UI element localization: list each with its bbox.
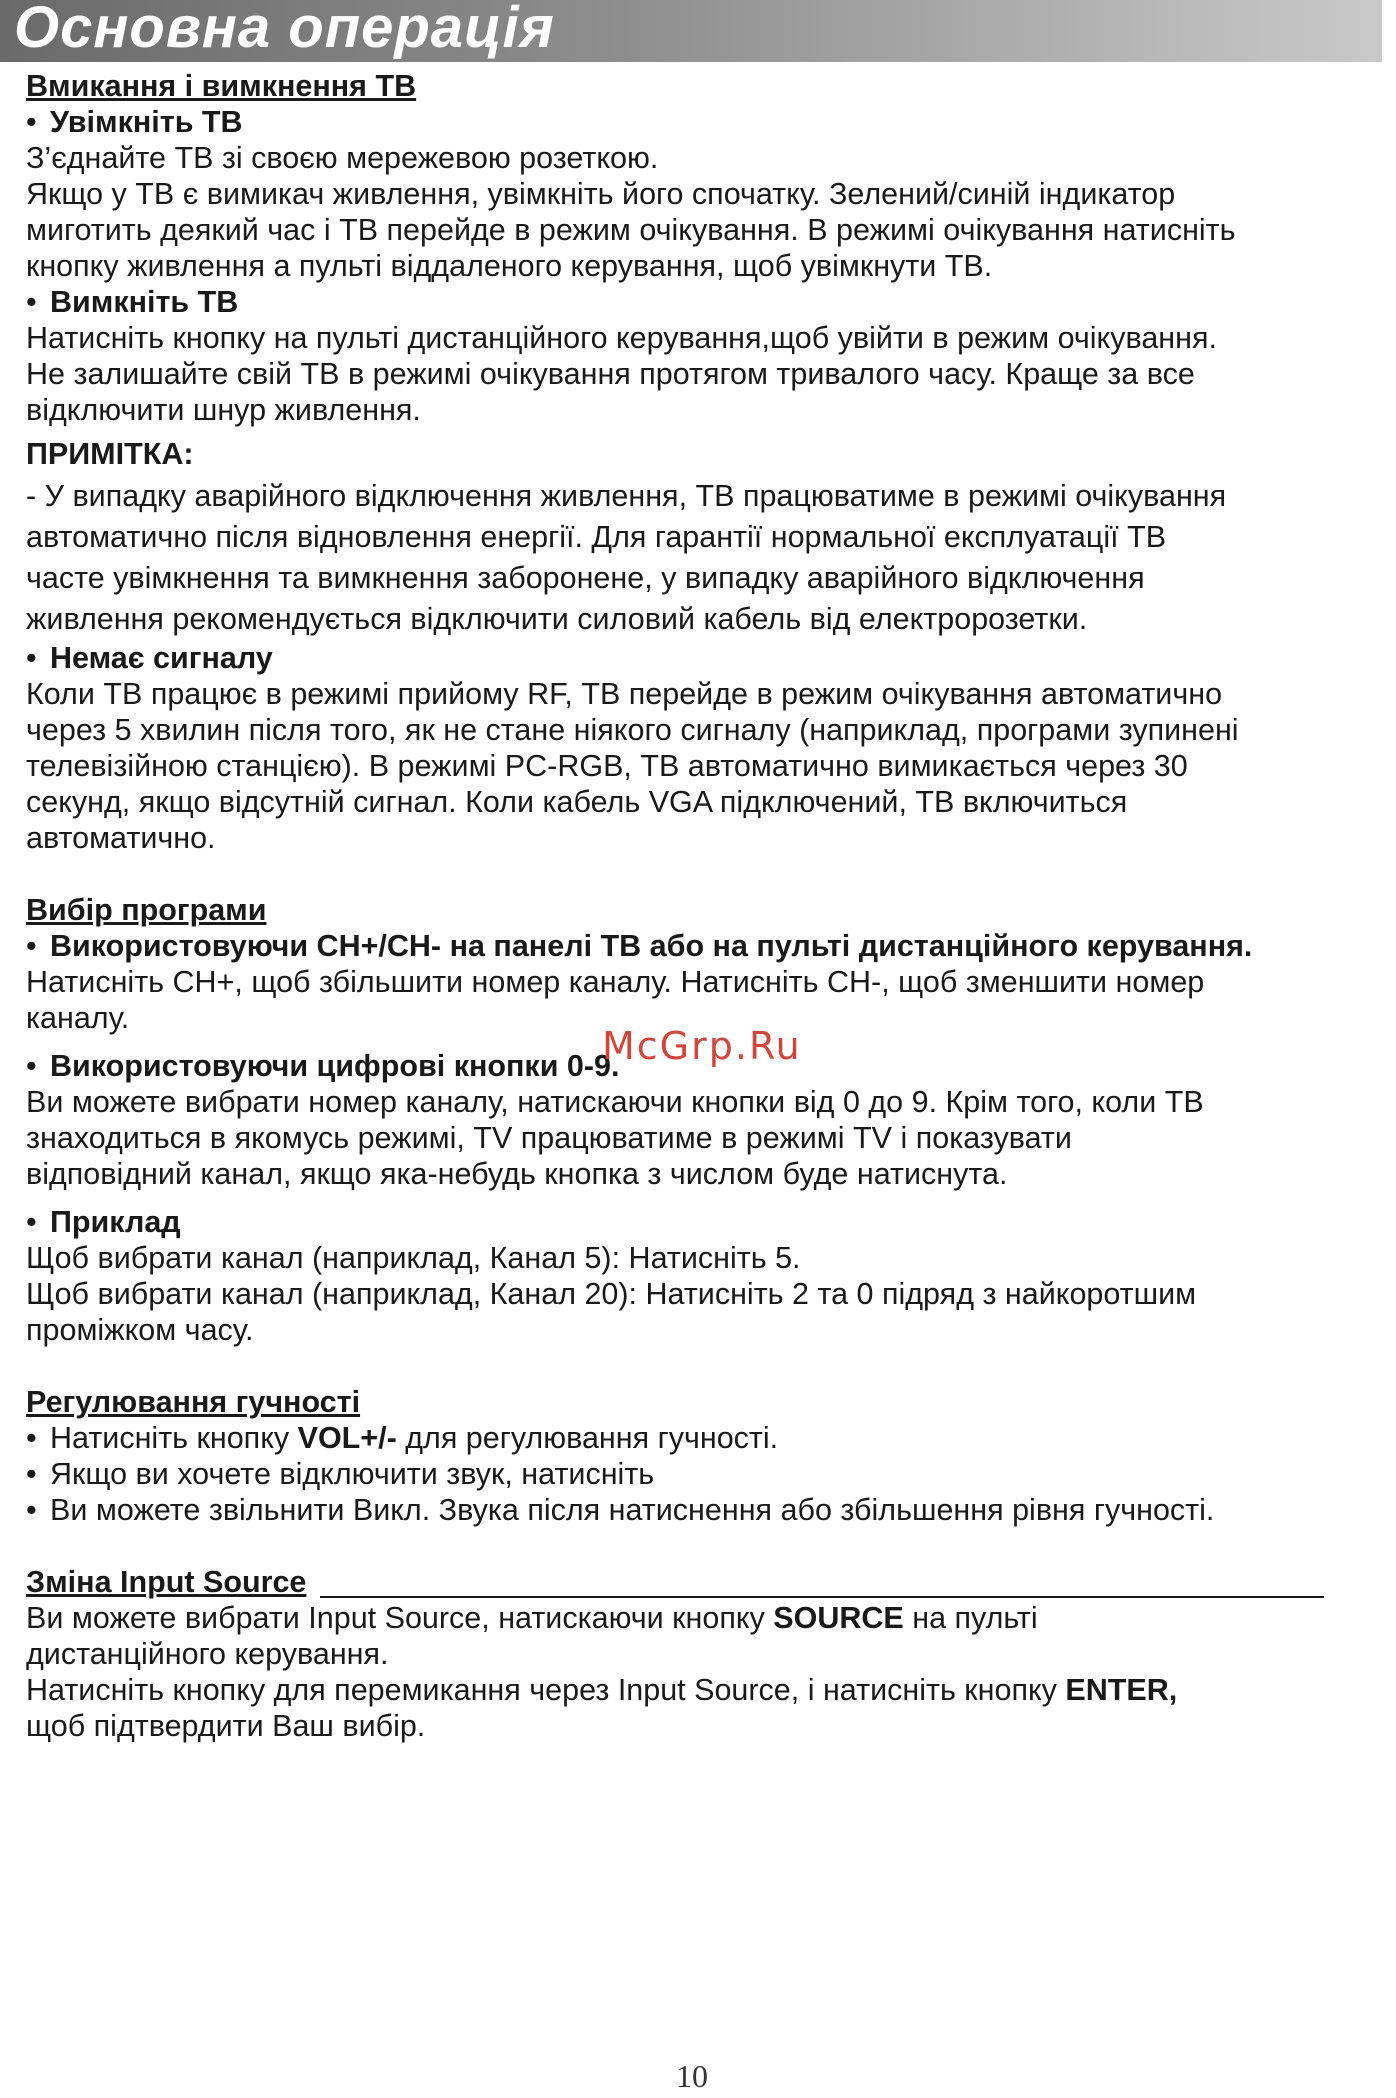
bullet-power-on: • Увімкніть ТВ (26, 105, 243, 139)
paragraph-line: Натисніть кнопку на пульті дистанційного керування,щоб увійти в режим очікування. (26, 321, 1217, 355)
title-band (0, 0, 1382, 62)
bullet-dot: • (26, 1049, 37, 1083)
heading-rule (320, 1596, 1324, 1598)
bullet-dot: • (26, 1421, 37, 1455)
section-heading-source: Зміна Input Source (26, 1565, 307, 1599)
volume-item: • Якщо ви хочете відключити звук, натисніть (26, 1457, 655, 1491)
bullet-dot: • (26, 105, 37, 139)
source-key-label: SOURCE (773, 1601, 904, 1635)
paragraph-line: секунд, якщо відсутній сигнал. Коли кабель VGA підключений, ТВ включиться (26, 785, 1128, 819)
note-title: ПРИМІТКА: (26, 437, 194, 471)
section-heading-power: Вмикання і вимкнення ТВ (26, 69, 417, 103)
paragraph-line: Ви можете вибрати Input Source, натискаючи кнопку SOURCE на пульті (26, 1601, 1038, 1635)
paragraph-line: каналу. (26, 1001, 130, 1035)
paragraph-line: миготить деякий час і ТВ перейде в режим очікування. В режимі очікування натисніть (26, 213, 1236, 247)
paragraph-line: дистанційного керування. (26, 1637, 389, 1671)
volume-item: • Ви можете звільнити Викл. Звука після натиснення або збільшення рівня гучності. (26, 1493, 1215, 1527)
enter-key-label: ENTER, (1065, 1673, 1178, 1707)
paragraph-line: відповідний канал, якщо яка-небудь кнопка з числом буде натиснута. (26, 1157, 1008, 1191)
paragraph-line: Щоб вибрати канал (наприклад, Канал 5): Натисніть 5. (26, 1241, 801, 1275)
page-number: 10 (676, 2058, 708, 2094)
bullet-no-signal: • Немає сигналу (26, 641, 273, 675)
paragraph-line: Коли ТВ працює в режимі прийому RF, ТВ перейде в режим очікування автоматично (26, 677, 1223, 711)
paragraph-line: відключити шнур живлення. (26, 393, 421, 427)
bullet-dot: • (26, 1457, 37, 1491)
bullet-dot: • (26, 1205, 37, 1239)
paragraph-line: З’єднайте ТВ зі своєю мережевою розеткою. (26, 141, 659, 175)
paragraph-line: Якщо у ТВ є вимикач живлення, увімкніть його спочатку. Зелений/синій індикатор (26, 177, 1176, 211)
paragraph-line: щоб підтвердити Ваш вибір. (26, 1709, 426, 1743)
note-line: часте увімкнення та вимкнення заборонене, у випадку аварійного відключення (26, 561, 1145, 595)
page-title: Основна операція (14, 0, 555, 60)
vol-key-label: VOL+/- (297, 1421, 397, 1455)
paragraph-line: знаходиться в якомусь режимі, TV працюватиме в режимі TV і показувати (26, 1121, 1072, 1155)
paragraph-line: проміжком часу. (26, 1313, 254, 1347)
volume-item: • Натисніть кнопку VOL+/- для регулювання гучності. (26, 1421, 779, 1455)
watermark: McGrp.Ru (602, 1024, 802, 1068)
bullet-dot: • (26, 1493, 37, 1527)
bullet-ch-buttons: • Використовуючи CH+/CH- на панелі ТВ або на пульті дистанційного керування. (26, 929, 1253, 963)
paragraph-line: Натисніть CH+, щоб збільшити номер каналу. Натисніть CH-, щоб зменшити номер (26, 965, 1205, 999)
bullet-dot: • (26, 641, 37, 675)
paragraph-line: через 5 хвилин після того, як не стане ніякого сигналу (наприклад, програми зупинені (26, 713, 1239, 747)
document-body (26, 68, 1366, 1744)
bullet-dot: • (26, 285, 37, 319)
paragraph-line: Щоб вибрати канал (наприклад, Канал 20): Натисніть 2 та 0 підряд з найкоротшим (26, 1277, 1197, 1311)
source-heading-row (26, 1564, 1366, 1600)
paragraph-line: Натисніть кнопку для перемикання через Input Source, і натисніть кнопку ENTER, (26, 1673, 1178, 1707)
note-line: - У випадку аварійного відключення живлення, ТВ працюватиме в режимі очікування (26, 479, 1227, 513)
bullet-example: • Приклад (26, 1205, 181, 1239)
bullet-dot: • (26, 929, 37, 963)
note-line: автоматично після відновлення енергії. Для гарантії нормальної експлуатації ТВ (26, 520, 1167, 554)
section-heading-volume: Регулювання гучності (26, 1385, 361, 1419)
paragraph-line: Ви можете вибрати номер каналу, натискаючи кнопки від 0 до 9. Крім того, коли ТВ (26, 1085, 1204, 1119)
bullet-digit-buttons: • Використовуючи цифрові кнопки 0-9. (26, 1049, 620, 1083)
paragraph-line: кнопку живлення а пульті віддаленого керування, щоб увімкнути ТВ. (26, 249, 993, 283)
paragraph-line: телевізійною станцією). В режимі PC-RGB, ТВ автоматично вимикається через 30 (26, 749, 1188, 783)
note-line: живлення рекомендується відключити силовий кабель від електророзетки. (26, 602, 1088, 636)
section-heading-program: Вибір програми (26, 893, 267, 927)
paragraph-line: Не залишайте свій ТВ в режимі очікування протягом тривалого часу. Краще за все (26, 357, 1195, 391)
bullet-power-off: • Вимкніть ТВ (26, 285, 239, 319)
paragraph-line: автоматично. (26, 821, 216, 855)
